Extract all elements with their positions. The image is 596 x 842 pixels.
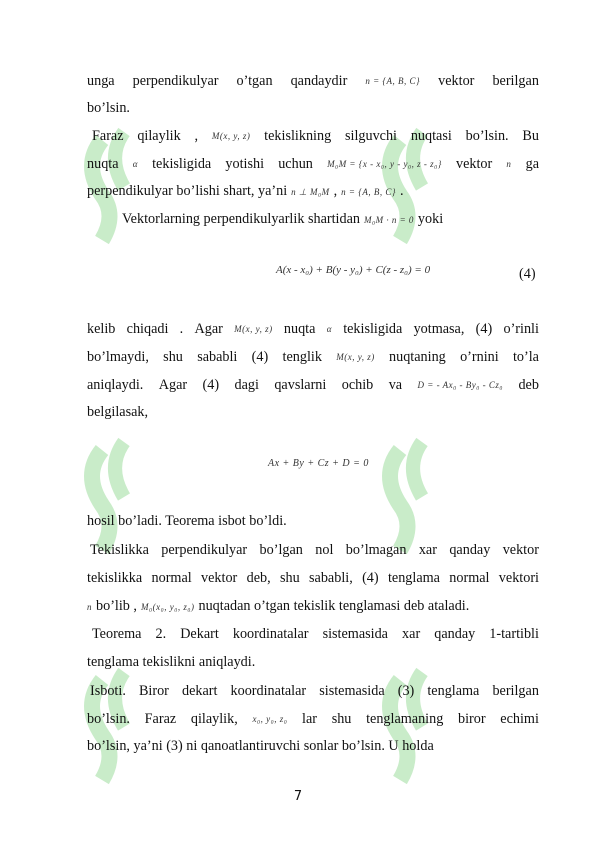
text-word: lar bbox=[302, 711, 317, 727]
text-line bbox=[122, 210, 539, 229]
text-line bbox=[87, 348, 539, 366]
text-word: yoki bbox=[417, 211, 444, 227]
text-word: hosil bo’ladi. Teorema isbot bo’ldi. bbox=[87, 513, 287, 529]
equation-4 bbox=[276, 264, 430, 276]
text-word: tenglama bbox=[387, 570, 440, 586]
text-word: vektor bbox=[201, 570, 238, 586]
text-word: nuqtasi bbox=[410, 128, 452, 144]
text-word: sababli bbox=[197, 349, 238, 365]
text-word: perpendikulyar bo’lishi shart, ya’ni bbox=[87, 183, 288, 199]
text-line bbox=[87, 710, 539, 728]
text-word: tekisligida bbox=[152, 156, 212, 172]
inline-formula: α bbox=[326, 324, 332, 334]
inline-formula: M(x, y, z) bbox=[234, 324, 273, 334]
text-word: (4) bbox=[251, 349, 269, 365]
text-line bbox=[87, 182, 539, 201]
text-word: koordinatalar bbox=[232, 626, 309, 642]
text-word: tekislikning bbox=[264, 128, 332, 144]
text-word: Tekislikka bbox=[90, 542, 149, 558]
inline-formula: x₀, y₀, z₀ bbox=[252, 714, 288, 724]
text-word: qanday bbox=[449, 542, 491, 558]
text-line bbox=[92, 625, 539, 643]
text-word: chiqadi bbox=[126, 321, 169, 337]
text-word: o’tgan bbox=[236, 73, 273, 89]
text-word: vektor bbox=[438, 73, 475, 89]
text-line bbox=[87, 653, 539, 671]
text-word: (4) bbox=[202, 377, 220, 393]
text-line bbox=[87, 403, 539, 421]
text-word: bo’lsin, ya’ni (3) ni qanoatlantiruvchi sonlar bo’lsin. U holda bbox=[87, 738, 434, 754]
text-word: sistemasida bbox=[322, 626, 388, 642]
text-word: 1-tartibli bbox=[489, 626, 539, 642]
text-word: shu bbox=[331, 711, 352, 727]
page-number: 7 bbox=[293, 789, 303, 804]
text-line bbox=[87, 512, 539, 530]
text-word: belgilasak, bbox=[87, 404, 149, 420]
text-word: shu bbox=[163, 349, 183, 365]
text-word: va bbox=[388, 377, 403, 393]
text-word: (4) bbox=[362, 570, 379, 586]
inline-formula: n bbox=[87, 602, 92, 612]
text-word: vektor bbox=[502, 542, 539, 558]
text-word: qandaydir bbox=[290, 73, 348, 89]
text-word: kelib bbox=[87, 321, 116, 337]
text-word: qavslarni bbox=[274, 377, 327, 393]
text-word: 2. bbox=[155, 626, 167, 642]
text-word: sababli, bbox=[309, 570, 353, 586]
text-word: , bbox=[333, 183, 338, 199]
text-line bbox=[92, 127, 539, 145]
text-word: Agar bbox=[158, 377, 188, 393]
inline-formula: n bbox=[506, 159, 512, 169]
text-word: xar bbox=[418, 542, 437, 558]
text-word: sistemasida bbox=[319, 683, 385, 699]
text-word: nuqta bbox=[283, 321, 316, 337]
inline-formula: n = {A, B, C} bbox=[341, 187, 396, 197]
text-word: unga bbox=[87, 73, 115, 89]
equation-number: (4) bbox=[519, 266, 536, 282]
text-word: bo’lsin. bbox=[87, 711, 130, 727]
text-word: o’rnini bbox=[460, 349, 499, 365]
inline-formula: M₀M = {x - x₀, y - y₀, z - z₀} bbox=[327, 159, 442, 169]
text-word: . bbox=[399, 183, 404, 199]
inline-formula: n = {A, B, C} bbox=[365, 76, 421, 86]
inline-formula: n ⊥ M₀M bbox=[291, 187, 330, 197]
text-word: vektor bbox=[456, 156, 493, 172]
text-word: Faraz bbox=[92, 128, 124, 144]
text-word: berilgan bbox=[492, 73, 539, 89]
text-word: tekislikka bbox=[87, 570, 143, 586]
text-line bbox=[87, 597, 539, 616]
text-word: koordinatalar bbox=[230, 683, 307, 699]
text-word: biror bbox=[458, 711, 486, 727]
text-word: Isboti. bbox=[90, 683, 126, 699]
text-word: Dekart bbox=[180, 626, 219, 642]
text-word: tekisligida bbox=[343, 321, 403, 337]
text-word: to’la bbox=[512, 349, 539, 365]
watermark-logo bbox=[370, 420, 450, 590]
text-word: Bu bbox=[522, 128, 539, 144]
text-line bbox=[87, 155, 539, 173]
text-word: normal bbox=[449, 570, 490, 586]
text-word: qilaylik, bbox=[190, 711, 238, 727]
text-word: (3) bbox=[397, 683, 415, 699]
text-word: perpendikulyar bbox=[132, 73, 219, 89]
equation-4-formula: A(x - x₀) + B(y - y₀) + C(z - z₀) = 0 bbox=[276, 264, 431, 276]
text-word: perpendikulyar bbox=[161, 542, 248, 558]
text-word: (4) bbox=[475, 321, 493, 337]
general-equation: Ax + By + Cz + D = 0 bbox=[268, 458, 369, 469]
text-word: bo’lib , bbox=[96, 598, 137, 614]
inline-formula: D = - Ax₀ - By₀ - Cz₀ bbox=[417, 380, 504, 390]
text-word: deb bbox=[518, 377, 539, 393]
text-word: Agar bbox=[194, 321, 223, 337]
text-word: nol bbox=[315, 542, 334, 558]
text-line bbox=[90, 541, 539, 559]
text-word: ga bbox=[525, 156, 539, 172]
text-line bbox=[87, 737, 539, 755]
inline-formula: M(x, y, z) bbox=[336, 352, 375, 362]
text-word: , bbox=[194, 128, 199, 144]
text-word: bo’lmaydi, bbox=[87, 349, 149, 365]
text-line bbox=[90, 682, 539, 700]
text-word: berilgan bbox=[492, 683, 539, 699]
text-word: bo’lmagan bbox=[345, 542, 407, 558]
text-word: uchun bbox=[278, 156, 313, 172]
text-word: yotmasa, bbox=[413, 321, 465, 337]
text-word: vektori bbox=[498, 570, 539, 586]
text-word: aniqlaydi. bbox=[87, 377, 144, 393]
text-word: dagi bbox=[234, 377, 259, 393]
inline-formula: M₀(x₀, y₀, z₀) bbox=[140, 602, 195, 612]
text-word: tenglama bbox=[427, 683, 480, 699]
text-word: silguvchi bbox=[344, 128, 398, 144]
text-line bbox=[87, 376, 539, 394]
text-word: shu bbox=[279, 570, 300, 586]
text-word: o’rinli bbox=[503, 321, 539, 337]
text-word: tenglama tekislikni aniqlaydi. bbox=[87, 654, 256, 670]
text-word: . bbox=[179, 321, 184, 337]
text-line bbox=[87, 99, 539, 117]
text-word: tenglik bbox=[282, 349, 322, 365]
inline-formula: M(x, y, z) bbox=[211, 131, 251, 141]
text-word: yotishi bbox=[225, 156, 265, 172]
text-line bbox=[87, 320, 539, 338]
inline-formula: α bbox=[132, 159, 138, 169]
text-word: qilaylik bbox=[137, 128, 181, 144]
text-word: echimi bbox=[500, 711, 539, 727]
watermark-logo bbox=[72, 420, 152, 590]
text-word: bo’lsin. bbox=[87, 100, 130, 116]
text-word: qanday bbox=[434, 626, 476, 642]
text-word: nuqtadan o’tgan tekislik tenglamasi deb ataladi. bbox=[198, 598, 470, 614]
text-word: nuqta bbox=[87, 156, 119, 172]
text-word: xar bbox=[402, 626, 421, 642]
text-word: tenglamaning bbox=[366, 711, 444, 727]
text-word: ochib bbox=[341, 377, 374, 393]
text-word: bo’lgan bbox=[259, 542, 303, 558]
text-word: Vektorlarning perpendikulyarlik shartidan bbox=[122, 211, 360, 227]
text-word: Faraz bbox=[144, 711, 177, 727]
text-word: normal bbox=[151, 570, 192, 586]
text-word: nuqtaning bbox=[389, 349, 446, 365]
text-line bbox=[87, 72, 539, 90]
text-line bbox=[87, 569, 539, 587]
inline-formula: M₀M · n = 0 bbox=[363, 215, 414, 225]
text-word: Biror bbox=[138, 683, 169, 699]
text-word: dekart bbox=[181, 683, 218, 699]
text-word: bo’lsin. bbox=[465, 128, 509, 144]
text-word: Teorema bbox=[92, 626, 142, 642]
text-word: deb, bbox=[246, 570, 271, 586]
